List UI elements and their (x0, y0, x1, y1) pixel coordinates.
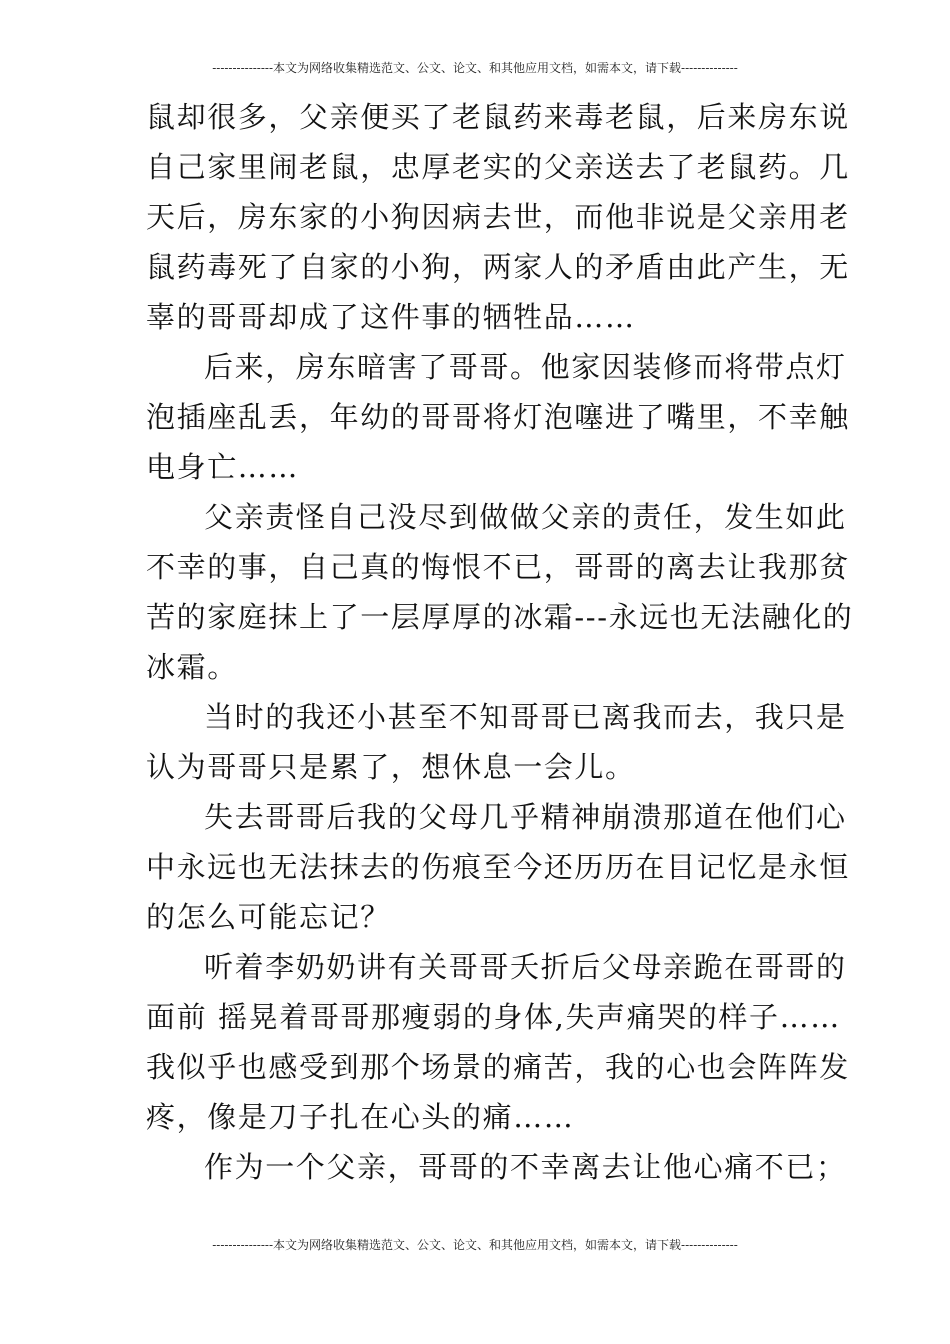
text-line: 自己家里闹老鼠，忠厚老实的父亲送去了老鼠药。几 (146, 150, 850, 184)
text-line: 鼠却很多，父亲便买了老鼠药来毒老鼠，后来房东说 (146, 100, 850, 134)
text-line: 鼠药毒死了自家的小狗，两家人的矛盾由此产生，无 (146, 250, 850, 284)
text-line: 天后，房东家的小狗因病去世，而他非说是父亲用老 (146, 200, 850, 234)
page-footer: ---------------本文为网络收集精选范文、公文、论文、和其他应用文档，如需本文，请下载-------------- (212, 1238, 738, 1252)
paragraph-start-line: 当时的我还小甚至不知哥哥已离我而去，我只是 (204, 700, 847, 734)
text-line: 的怎么可能忘记？ (146, 900, 391, 934)
text-line: 面前 摇晃着哥哥那瘦弱的身体,失声痛哭的样子…… (146, 1000, 841, 1034)
text-line: 泡插座乱丢，年幼的哥哥将灯泡噻进了嘴里，不幸触 (146, 400, 850, 434)
paragraph-start-line: 失去哥哥后我的父母几乎精神崩溃那道在他们心 (204, 800, 847, 834)
page-header: ---------------本文为网络收集精选范文、公文、论文、和其他应用文档，如需本文，请下载-------------- (212, 61, 738, 75)
paragraph-start-line: 父亲责怪自己没尽到做做父亲的责任，发生如此 (204, 500, 847, 534)
paragraph-start-line: 听着李奶奶讲有关哥哥夭折后父母亲跪在哥哥的 (204, 950, 847, 984)
text-line: 不幸的事，自己真的悔恨不已，哥哥的离去让我那贫 (146, 550, 850, 584)
text-line: 冰霜。 (146, 650, 238, 684)
text-line: 我似乎也感受到那个场景的痛苦，我的心也会阵阵发 (146, 1050, 850, 1084)
text-line: 苦的家庭抹上了一层厚厚的冰霜---永远也无法融化的 (146, 600, 854, 634)
document-body (146, 92, 854, 1192)
paragraph-start-line: 作为一个父亲，哥哥的不幸离去让他心痛不已； (204, 1150, 847, 1184)
paragraph-start-line: 后来，房东暗害了哥哥。他家因装修而将带点灯 (204, 350, 847, 384)
text-line: 辜的哥哥却成了这件事的牺牲品…… (146, 300, 636, 334)
text-line: 中永远也无法抹去的伤痕至今还历历在目记忆是永恒 (146, 850, 850, 884)
text-line: 疼，像是刀子扎在心头的痛…… (146, 1100, 575, 1134)
text-line: 电身亡…… (146, 450, 300, 484)
text-line: 认为哥哥只是累了，想休息一会儿。 (146, 750, 636, 784)
